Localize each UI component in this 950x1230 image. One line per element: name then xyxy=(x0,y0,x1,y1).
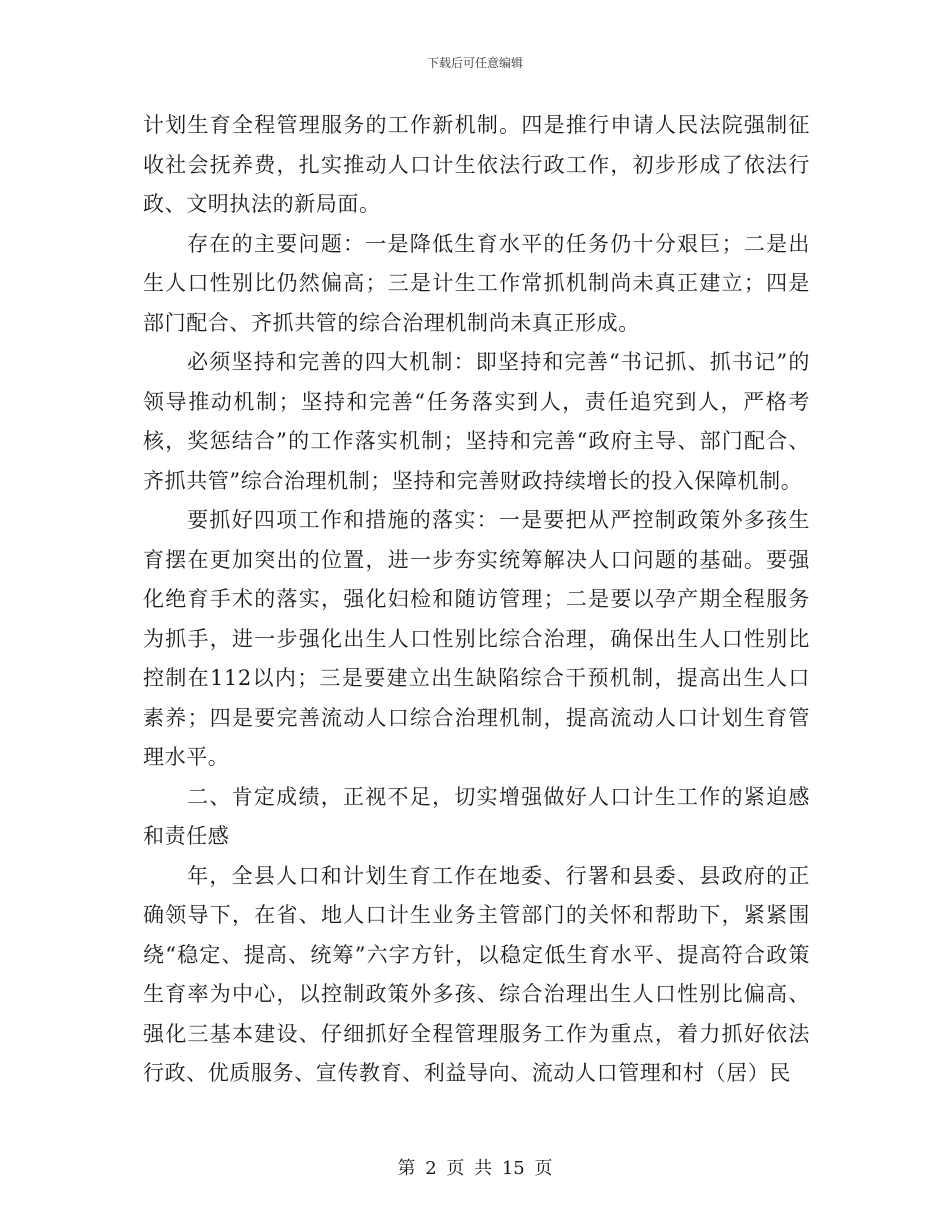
document-body xyxy=(143,106,810,1094)
paragraph-5: 年，全县人口和计划生育工作在地委、行署和县委、县政府的正确领导下，在省、地人口计生业务主管部门的关怀和帮助下，紧紧围绕“稳定、提高、统筹”六字方针，以稳定低生育水平、提高符合政策生育率为中心，以控制政策外多孩、综合治理出生人口性别比偏高、强化三基本建设、仔细抓好全程管理服务工作为重点，着力抓好依法行政、优质服务、宣传教育、利益导向、流动人口管理和村（居）民 xyxy=(143,863,810,1085)
paragraph-2: 存在的主要问题：一是降低生育水平的任务仍十分艰巨；二是出生人口性别比仍然偏高；三是计生工作常抓机制尚未真正建立；四是部门配合、齐抓共管的综合治理机制尚未真正形成。 xyxy=(143,231,810,335)
page-number: 第 2 页 共 15 页 xyxy=(397,1158,553,1179)
paragraph-4: 要抓好四项工作和措施的落实：一是要把从严控制政策外多孩生育摆在更加突出的位置，进一步夯实统筹解决人口问题的基础。要强化绝育手术的落实，强化妇检和随访管理；二是要以孕产期全程服务为抓手，进一步强化出生人口性别比综合治理，确保出生人口性别比控制在112以内；三是要建立出生缺陷综合干预机制，提高出生人口素养；四是要完善流动人口综合治理机制，提高流动人口计划生育管理水平。 xyxy=(143,508,810,769)
section-heading: 二、肯定成绩，正视不足，切实增强做好人口计生工作的紧迫感和责任感 xyxy=(143,784,810,848)
paragraph-1: 计划生育全程管理服务的工作新机制。四是推行申请人民法院强制征收社会抚养费，扎实推动人口计生依法行政工作，初步形成了依法行政、文明执法的新局面。 xyxy=(143,113,810,216)
page-header-note: 下载后可任意编辑 xyxy=(426,56,523,70)
paragraph-3: 必须坚持和完善的四大机制：即坚持和完善“书记抓、抓书记”的领导推动机制；坚持和完善“任务落实到人，责任追究到人，严格考核，奖惩结合”的工作落实机制；坚持和完善“政府主导、部门配合、齐抓共管”综合治理机制；坚持和完善财政持续增长的投入保障机制。 xyxy=(143,350,810,493)
